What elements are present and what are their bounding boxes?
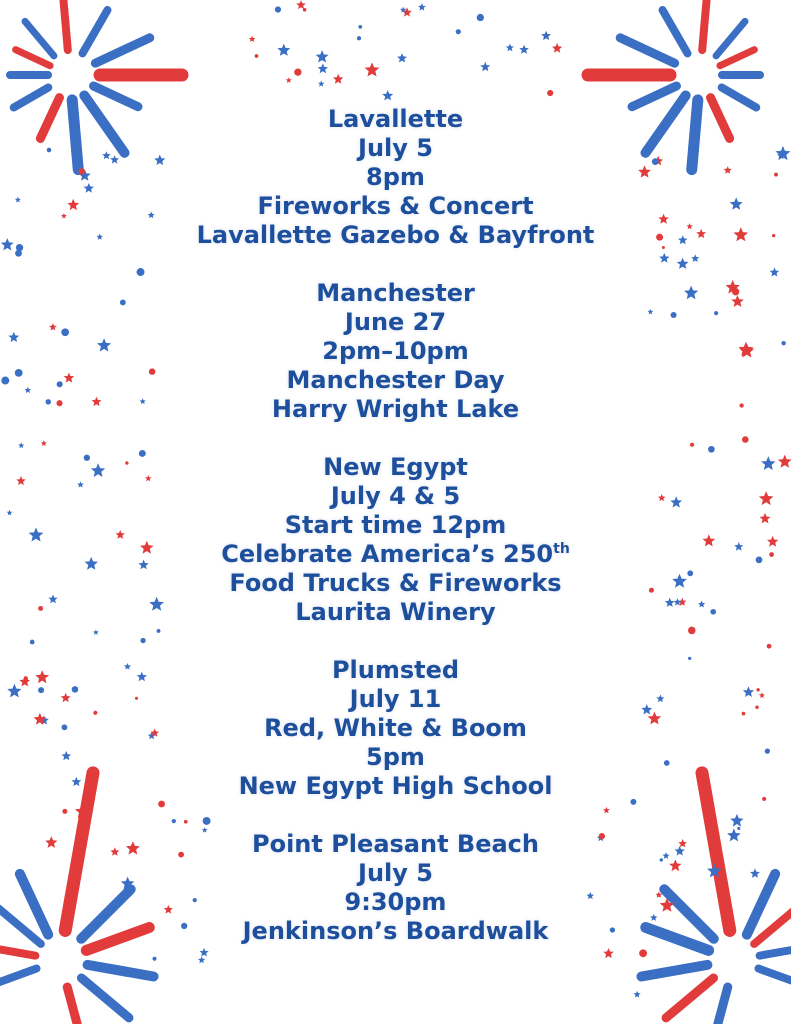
event-activity: Fireworks & Concert [257,192,534,220]
event-time: 5pm [366,743,425,771]
star-icon [286,77,292,83]
firework-streak [95,38,149,63]
star-icon [296,0,306,9]
confetti-dot [275,6,281,12]
confetti-dot [255,54,259,58]
event-new-egypt [0,453,791,627]
confetti-dot [294,68,301,75]
event-name: Point Pleasant Beach [252,830,539,858]
firework-streak [702,0,706,50]
event-name: Lavallette [327,105,464,133]
firework-streak [94,86,138,107]
firework-streak [16,50,50,66]
event-date: July 11 [349,685,442,713]
event-location: Laurita Winery [295,598,496,626]
confetti-dot [477,14,484,21]
star-icon [333,74,343,84]
firework-streak [716,21,745,55]
event-location: Lavallette Gazebo & Bayfront [196,221,595,249]
firework-streak [81,978,128,1018]
star-icon [506,44,514,52]
firework-streak [720,50,754,66]
firework-streak [632,86,676,107]
ordinal-suffix: th [553,541,570,557]
firework-streak [620,38,674,63]
event-time: 8pm [366,163,425,191]
star-icon [397,53,407,62]
star-icon [277,44,290,56]
firework-streak [83,10,108,53]
event-name: Plumsted [331,656,460,684]
star-icon [541,31,551,40]
event-date: July 5 [358,134,433,162]
event-location: Harry Wright Lake [271,395,520,423]
confetti-dot [358,25,362,29]
event-name: New Egypt [323,453,468,481]
event-location: Jenkinson’s Boardwalk [242,917,549,945]
event-time: 2pm–10pm [322,337,469,365]
star-icon [316,50,329,62]
event-manchester [0,279,791,424]
star-icon [249,36,256,42]
confetti-dot [456,29,461,34]
event-time: Start time 12pm [284,511,507,539]
star-icon [318,63,328,73]
event-location: New Egypt High School [238,772,553,800]
event-point-pleasant-beach [0,830,791,946]
event-list [0,105,791,975]
star-icon [382,90,393,100]
confetti-dot [357,36,361,40]
event-date: June 27 [344,308,447,336]
firework-streak [666,978,713,1018]
event-activity-line [0,540,791,569]
event-activity: Manchester Day [286,366,505,394]
event-plumsted [0,656,791,801]
star-icon [418,3,426,10]
star-icon [634,991,641,998]
event-activity: Red, White & Boom [264,714,527,742]
star-icon [365,62,380,76]
star-icon [318,81,325,87]
star-icon [552,43,562,53]
event-name: Manchester [316,279,475,307]
event-time: 9:30pm [344,888,447,916]
event-lavallette [0,105,791,250]
star-icon [519,45,529,54]
event-activity: Celebrate America’s 250 [221,540,554,568]
firework-streak [663,10,688,53]
firework-streak [25,21,54,55]
star-icon [480,62,490,72]
event-date: July 4 & 5 [330,482,461,510]
firework-streak [67,987,80,1024]
firework-streak [714,987,727,1024]
event-date: July 5 [358,859,433,887]
firework-streak [63,0,67,50]
event-activity-secondary: Food Trucks & Fireworks [229,569,562,597]
confetti-dot [547,90,553,96]
